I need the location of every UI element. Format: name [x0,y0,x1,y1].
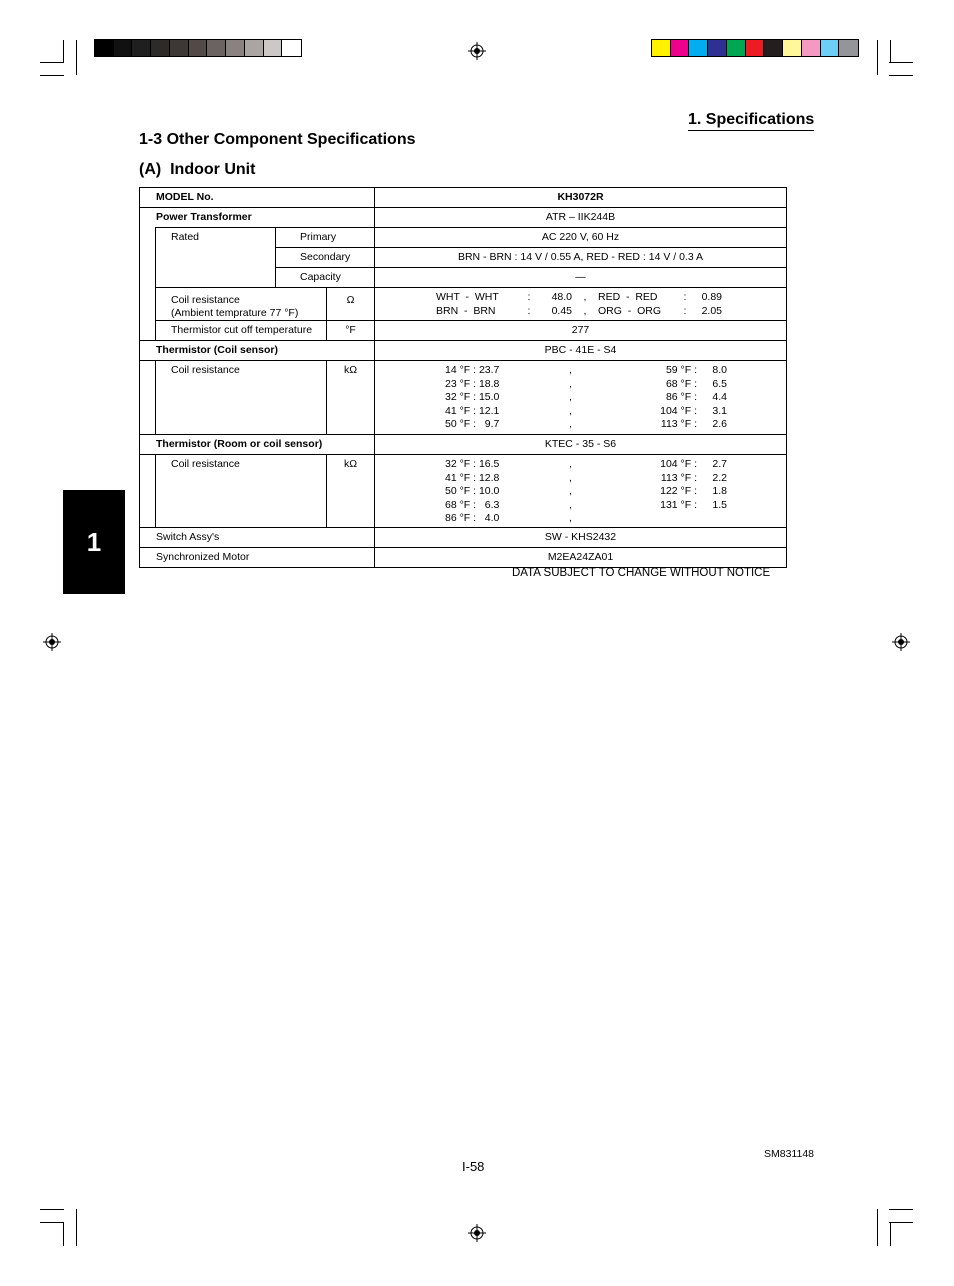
thermistor-room-value: KTEC - 35 - S6 [375,435,787,455]
registration-mark-icon [468,42,486,60]
crop-mark [889,1209,913,1210]
crop-mark [40,1222,64,1223]
running-title: 1. Specifications [688,111,814,131]
color-swatch [727,40,746,56]
value-cell: 104 °F : [660,404,697,417]
value-cell: 0.89 [701,291,722,303]
value-cell: 113 °F : [660,418,697,430]
color-swatch [821,40,840,56]
switch-assy-value: SW - KHS2432 [375,528,787,548]
subsection-title: (A) Indoor Unit [139,161,256,178]
change-notice: DATA SUBJECT TO CHANGE WITHOUT NOTICE [512,567,771,579]
value-cell: 68 °F : 6.3 [445,498,500,511]
primary-value: AC 220 V, 60 Hz [375,228,787,248]
value-cell: , [569,471,572,484]
value-cell: 14 °F : 23.7 [445,364,500,376]
thermistor-room-resistance-label: Coil resistance [156,455,327,528]
coil-resistance-transformer-label: Coil resistance (Ambient temprature 77 °F) [156,288,327,321]
color-swatch [746,40,765,56]
value-cell: 0.45 [551,304,572,317]
value-cell [697,512,727,526]
section-title: 1-3 Other Component Specifications [139,131,416,148]
rated-label: Rated [156,228,276,288]
value-cell: 2.2 [712,471,727,484]
value-cell: , [569,485,572,497]
model-value: KH3072R [375,188,787,208]
power-transformer-value: ATR – IIK244B [375,208,787,228]
thermistor-cutoff-value: 277 [375,321,787,341]
color-swatch [114,40,133,56]
value-cell: : [527,304,531,317]
ohm-unit: Ω [327,288,375,321]
color-swatch [802,40,821,56]
value-cell: 59 °F : [665,364,697,376]
color-swatch [245,40,264,56]
secondary-value: BRN - BRN : 14 V / 0.55 A, RED - RED : 14 V / 0.3 A [375,248,787,268]
value-cell: 41 °F : 12.8 [445,471,500,484]
value-cell: , [569,404,572,417]
crop-mark [40,75,64,76]
value-cell: 68 °F : [665,377,697,390]
synchronized-motor-value: M2EA24ZA01 [375,548,787,568]
crop-mark [889,1222,913,1223]
registration-mark-icon [43,633,61,651]
color-swatch [226,40,245,56]
color-swatch [689,40,708,56]
color-calibration-bar [651,39,859,57]
value-cell: 86 °F : 4.0 [445,512,500,524]
coil-resistance-transformer-values [375,288,787,321]
color-swatch [264,40,283,56]
value-cell: 2.7 [712,458,727,470]
crop-mark [889,75,913,76]
synchronized-motor-label: Synchronized Motor [140,548,375,568]
color-swatch [132,40,151,56]
value-cell: , [569,364,572,376]
value-cell: 86 °F : [665,391,697,403]
value-cell: 4.4 [712,391,727,403]
value-cell: BRN - BRN [436,304,496,317]
registration-mark-icon [468,1224,486,1242]
value-cell: 32 °F : 15.0 [445,391,500,403]
color-swatch [282,40,301,56]
crop-mark [889,62,913,63]
value-cell: 48.0 [551,291,572,303]
color-swatch [189,40,208,56]
crop-mark [40,62,64,63]
value-cell: 3.1 [712,404,727,417]
color-swatch [783,40,802,56]
value-cell: 8.0 [712,364,727,376]
color-swatch [671,40,690,56]
value-cell: : [527,291,531,303]
value-cell: 1.8 [712,485,727,497]
color-swatch [151,40,170,56]
value-cell: 113 °F : [660,471,697,484]
crop-mark [890,1222,891,1246]
spec-table [139,187,787,568]
thermistor-room-resistance-values [375,455,787,528]
color-swatch [652,40,671,56]
crop-mark [40,1209,64,1210]
color-swatch [839,40,858,56]
document-code: SM831148 [764,1148,815,1160]
color-swatch [207,40,226,56]
power-transformer-label: Power Transformer [140,208,375,228]
value-cell: : [683,291,687,303]
kohm-unit: kΩ [327,361,375,435]
color-swatch [170,40,189,56]
value-cell: , [569,391,572,403]
color-swatch [708,40,727,56]
thermistor-room-label: Thermistor (Room or coil sensor) [140,435,375,455]
kohm-unit: kΩ [327,455,375,528]
thermistor-cutoff-label: Thermistor cut off temperature [156,321,327,341]
color-swatch [95,40,114,56]
value-cell: 2.05 [701,304,722,317]
value-cell: 1.5 [712,498,727,511]
switch-assy-label: Switch Assy's [140,528,375,548]
value-cell [635,512,697,526]
value-cell: 23 °F : 18.8 [445,377,500,390]
value-cell: 104 °F : [660,458,697,470]
thermistor-coil-resistance-values [375,361,787,435]
value-cell: : [683,304,687,317]
model-label: MODEL No. [140,188,375,208]
capacity-value: — [375,268,787,288]
thermistor-coil-value: PBC - 41E - S4 [375,341,787,361]
value-cell: 50 °F : 10.0 [445,485,500,497]
crop-mark [890,40,891,63]
value-cell: 41 °F : 12.1 [445,404,500,417]
crop-mark [877,40,878,75]
grayscale-calibration-bar [94,39,302,57]
value-cell: 122 °F : [660,485,697,497]
value-cell: 131 °F : [660,498,697,511]
thermistor-coil-resistance-label: Coil resistance [156,361,327,435]
crop-mark [877,1209,878,1246]
value-cell: 2.6 [712,418,727,430]
value-cell: ORG - ORG [598,304,661,317]
value-cell: , [583,291,587,303]
color-swatch [764,40,783,56]
crop-mark [63,40,64,63]
primary-label: Primary [276,228,375,248]
crop-mark [76,1209,77,1246]
capacity-label: Capacity [276,268,375,288]
chapter-tab: 1 [63,490,125,594]
value-cell: 6.5 [712,377,727,390]
secondary-label: Secondary [276,248,375,268]
registration-mark-icon [892,633,910,651]
value-cell: 50 °F : 9.7 [445,418,500,430]
value-cell: , [569,418,572,430]
fahrenheit-unit: °F [327,321,375,341]
page-number: I-58 [462,1159,485,1174]
value-cell: RED - RED [598,291,658,303]
value-cell: , [569,512,572,524]
value-cell: WHT - WHT [436,291,499,303]
crop-mark [76,40,77,75]
value-cell: , [569,498,572,511]
thermistor-coil-label: Thermistor (Coil sensor) [140,341,375,361]
value-cell: , [583,304,587,317]
value-cell: 32 °F : 16.5 [445,458,500,470]
value-cell: , [569,458,572,470]
value-cell: , [569,377,572,390]
crop-mark [63,1222,64,1246]
